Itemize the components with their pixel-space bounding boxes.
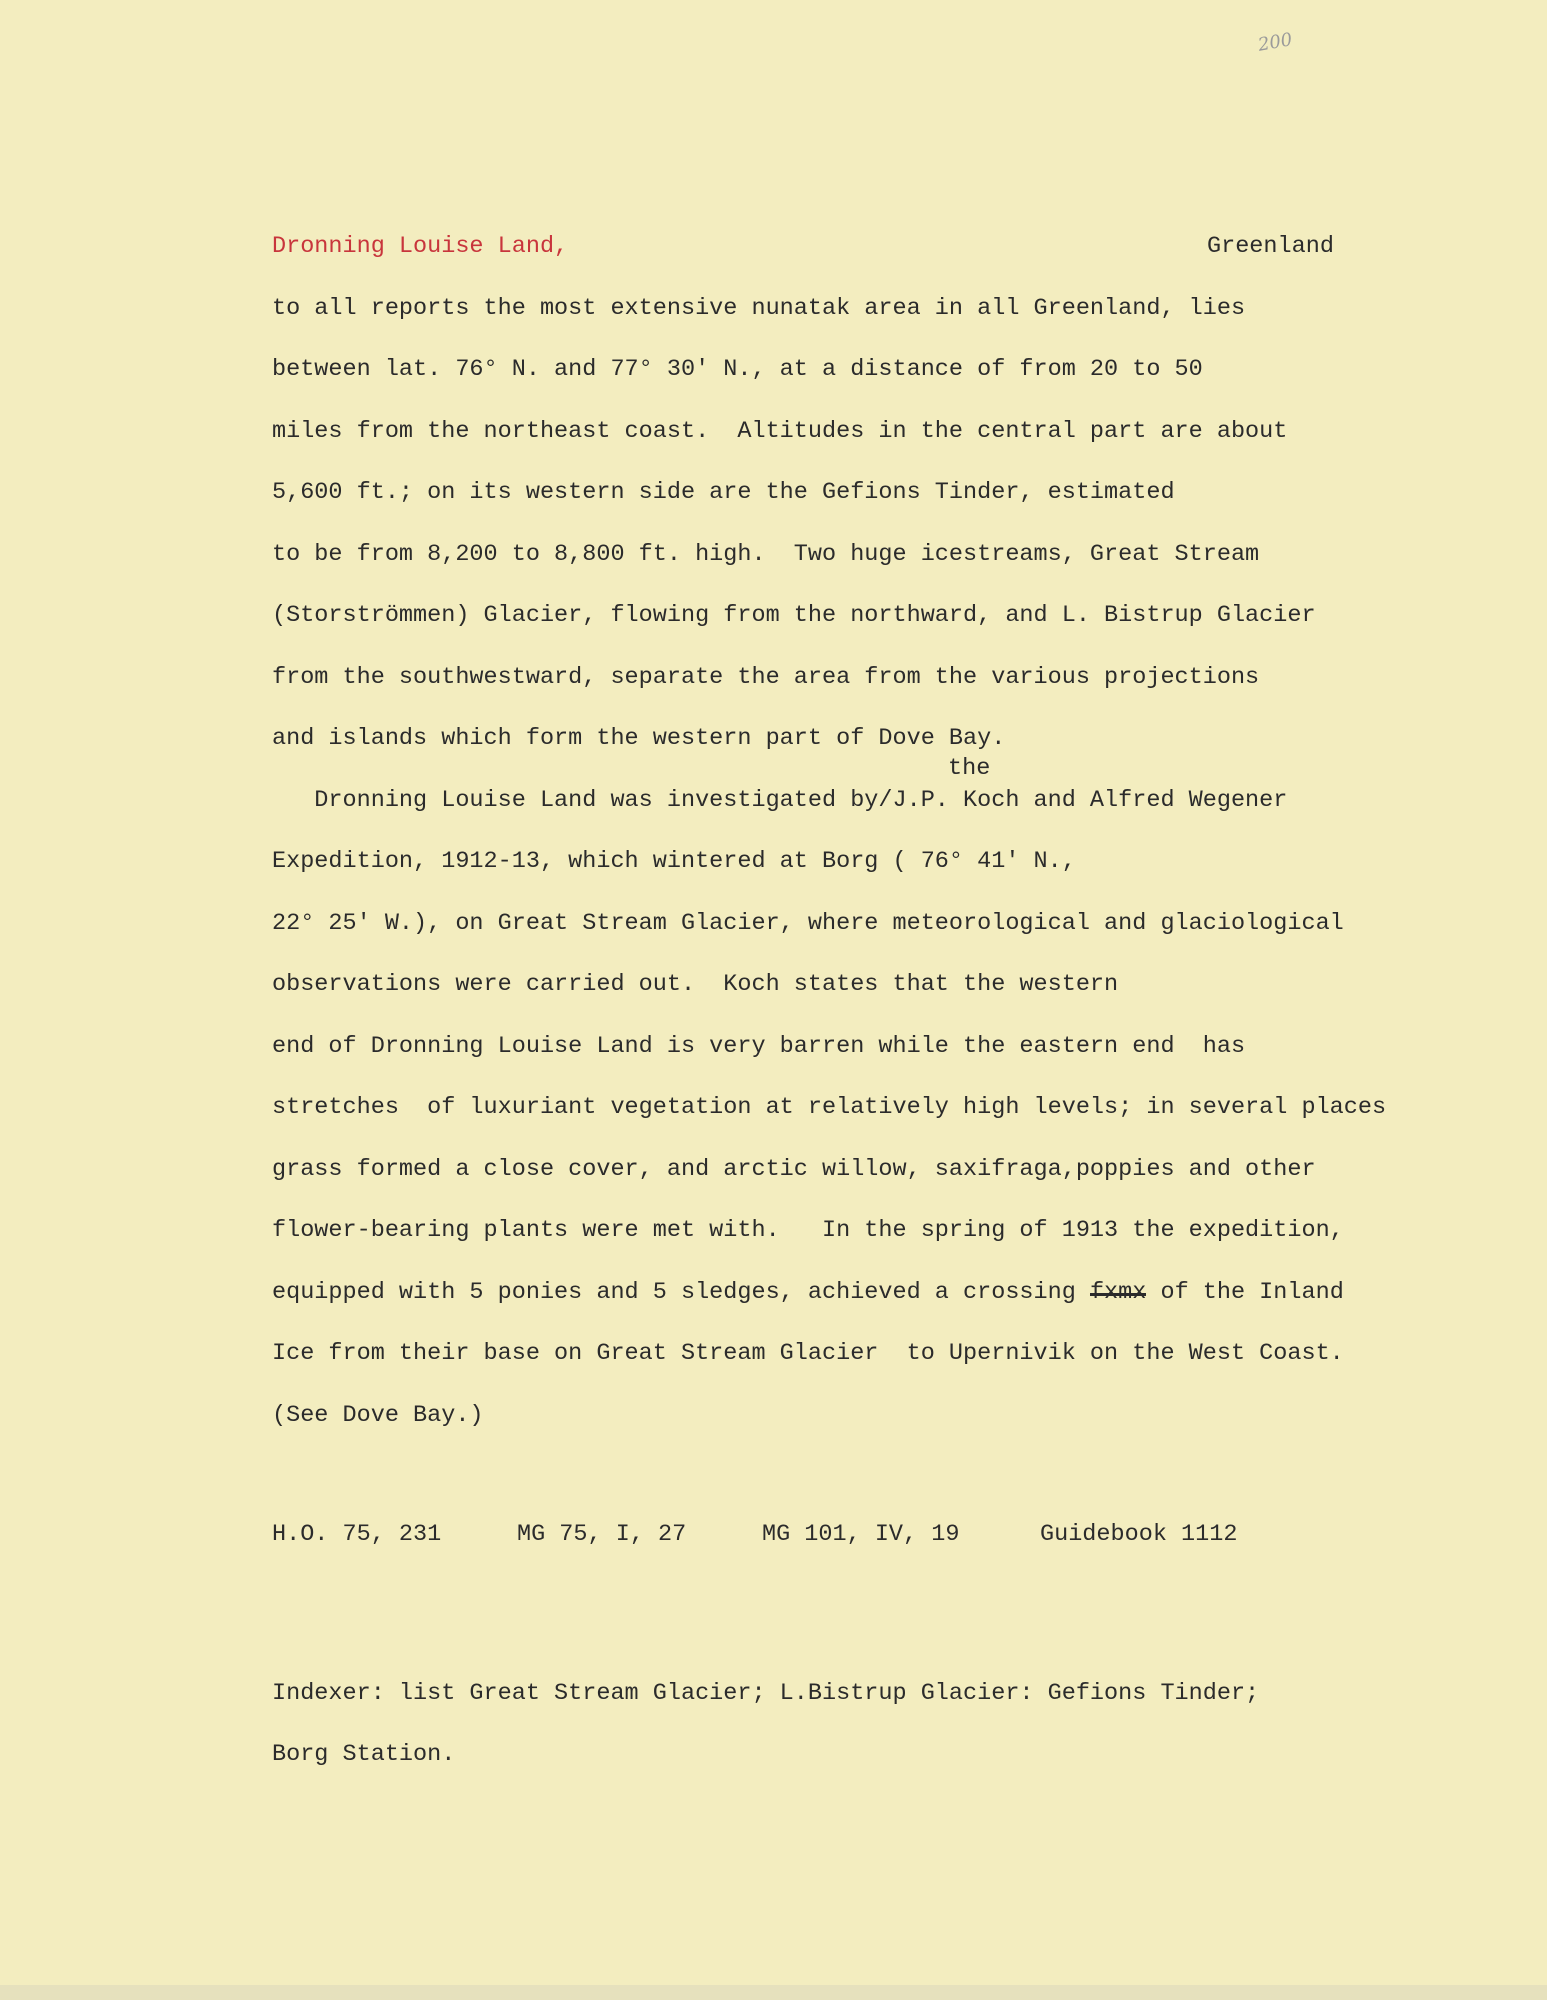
reference-ho: H.O. 75, 231 xyxy=(272,1521,442,1548)
body-line: grass formed a close cover, and arctic willow, saxifraga,poppies and other xyxy=(272,1156,1316,1183)
body-line-crossing xyxy=(272,1279,1344,1307)
header-region: Greenland xyxy=(1207,233,1334,260)
corner-pencil-note: 200 xyxy=(1256,29,1294,56)
crossing-after: of the Inland xyxy=(1146,1279,1344,1306)
references-line xyxy=(272,1521,1272,1549)
body-line: 22° 25' W.), on Great Stream Glacier, where meteorological and glaciological xyxy=(272,910,1344,937)
body-line: and islands which form the western part of Dove Bay. xyxy=(272,725,1006,752)
header-title: Dronning Louise Land, xyxy=(272,233,569,260)
body-line: to be from 8,200 to 8,800 ft. high. Two huge icestreams, Great Stream xyxy=(272,541,1260,568)
page-bottom-edge xyxy=(0,1985,1547,2000)
indexer-note: Indexer: list Great Stream Glacier; L.Bistrup Glacier: Gefions Tinder; xyxy=(272,1680,1260,1707)
body-line: (See Dove Bay.) xyxy=(272,1402,484,1429)
body-line: Dronning Louise Land was investigated by/J.P. Koch and Alfred Wegener xyxy=(272,787,1288,814)
crossing-before: equipped with 5 ponies and 5 sledges, achieved a crossing xyxy=(272,1279,1090,1306)
body-line: 5,600 ft.; on its western side are the Gefions Tinder, estimated xyxy=(272,479,1175,506)
body-line: observations were carried out. Koch states that the western xyxy=(272,971,1119,998)
reference-mg-101: MG 101, IV, 19 xyxy=(762,1521,960,1548)
reference-guidebook: Guidebook 1112 xyxy=(1040,1521,1238,1548)
insertion-the: the xyxy=(948,755,991,782)
body-line: Expedition, 1912-13, which wintered at Borg ( 76° 41' N., xyxy=(272,848,1076,875)
body-line: Ice from their base on Great Stream Glacier to Upernivik on the West Coast. xyxy=(272,1340,1344,1367)
body-line: miles from the northeast coast. Altitudes in the central part are about xyxy=(272,418,1288,445)
body-line: flower-bearing plants were met with. In the spring of 1913 the expedition, xyxy=(272,1217,1344,1244)
reference-mg-75: MG 75, I, 27 xyxy=(517,1521,687,1548)
body-line: to all reports the most extensive nunatak area in all Greenland, lies xyxy=(272,295,1246,322)
indexer-note: Borg Station. xyxy=(272,1741,456,1768)
body-line: stretches of luxuriant vegetation at relatively high levels; in several places xyxy=(272,1094,1387,1121)
struck-out-text: fxmx xyxy=(1089,1279,1147,1306)
body-line: (Storströmmen) Glacier, flowing from the northward, and L. Bistrup Glacier xyxy=(272,602,1316,629)
body-line: from the southwestward, separate the area from the various projections xyxy=(272,664,1260,691)
body-line: end of Dronning Louise Land is very barren while the eastern end has xyxy=(272,1033,1246,1060)
body-line: between lat. 76° N. and 77° 30' N., at a distance of from 20 to 50 xyxy=(272,356,1203,383)
